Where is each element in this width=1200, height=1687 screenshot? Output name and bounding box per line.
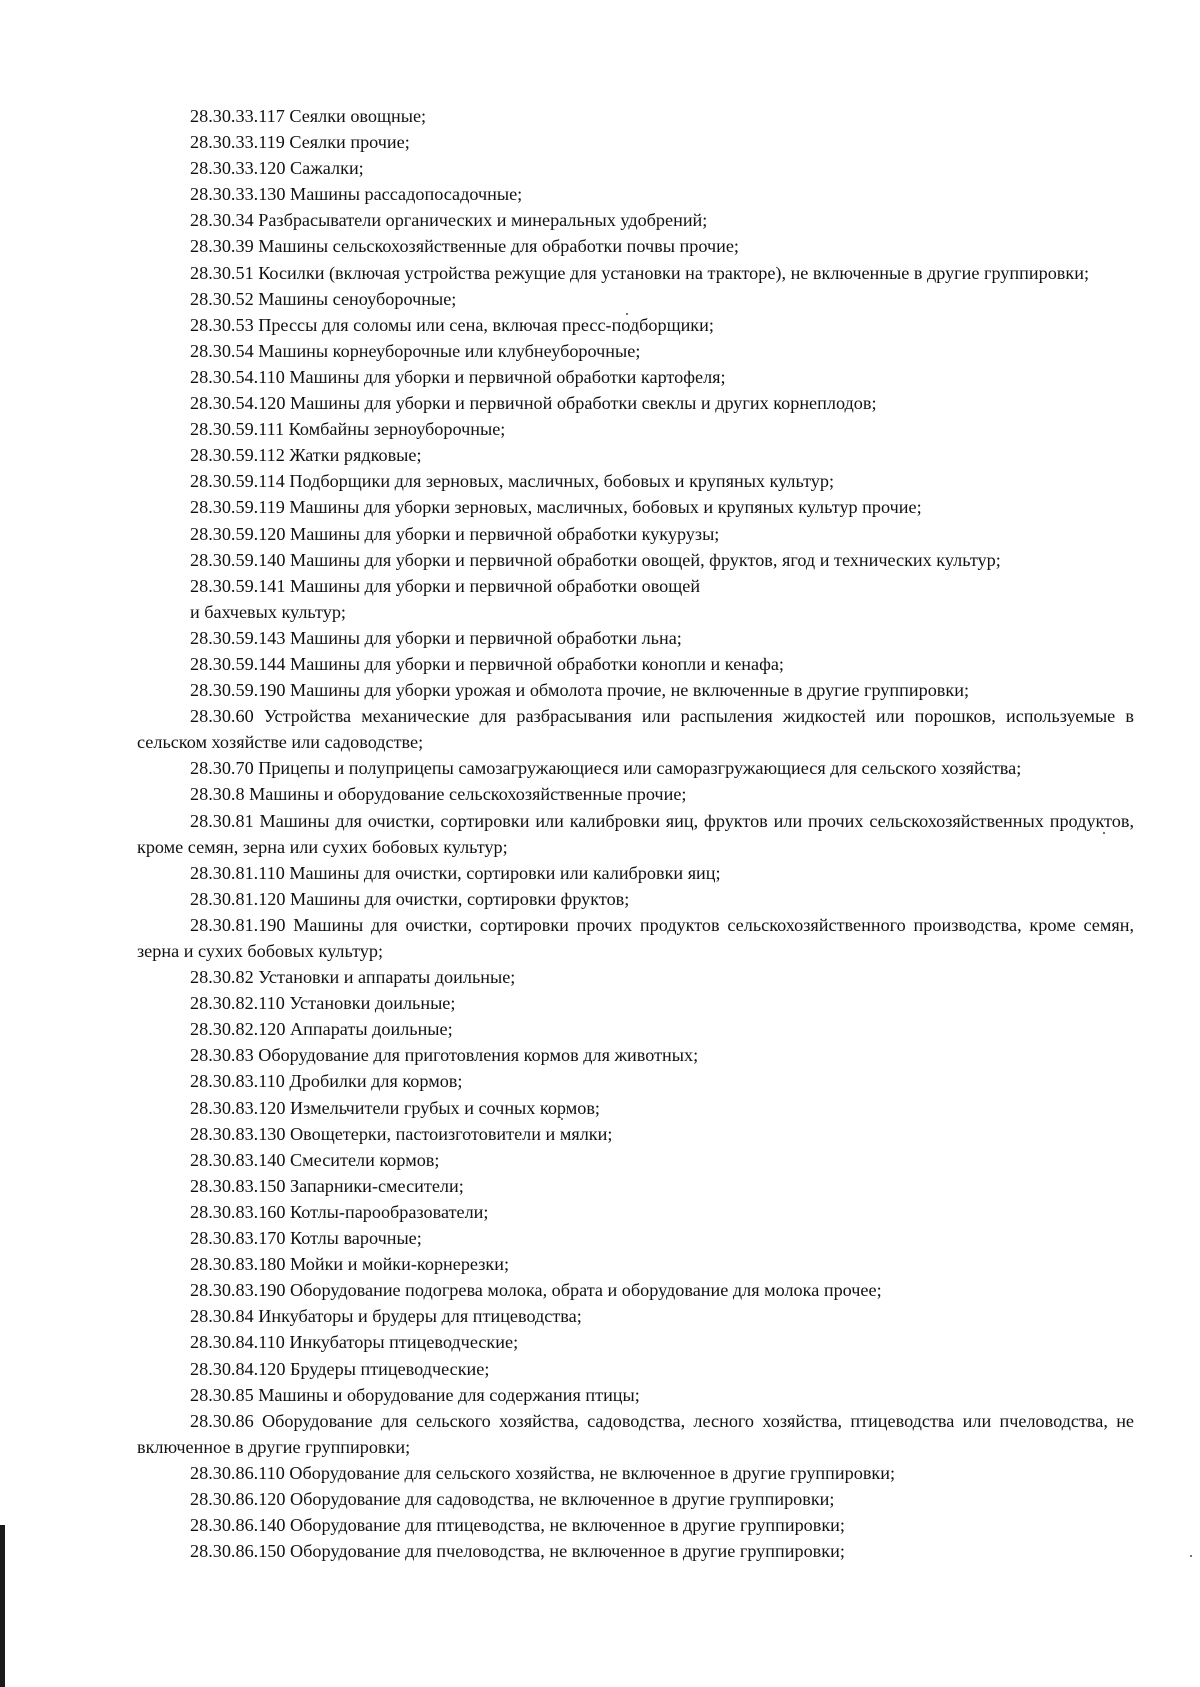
paragraph: 28.30.86.110 Оборудование для сельского хозяйства, не включенное в другие группировки; <box>190 1462 896 1483</box>
paragraph: 28.30.83.150 Запарники-смесители; <box>190 1175 464 1196</box>
paragraph: 28.30.8 Машины и оборудование сельскохозяйственные прочие; <box>190 784 687 805</box>
paragraph: 28.30.59.111 Комбайны зерноуборочные; <box>190 419 506 440</box>
paragraph: 28.30.81.110 Машины для очистки, сортировки или калибровки яиц; <box>190 862 721 883</box>
paragraph: 28.30.34 Разбрасыватели органических и минеральных удобрений; <box>190 210 708 231</box>
paragraph: 28.30.83 Оборудование для приготовления кормов для животных; <box>190 1045 699 1066</box>
paragraph: 28.30.86.120 Оборудование для садоводства, не включенное в другие группировки; <box>190 1488 835 1509</box>
paragraph: 28.30.33.120 Сажалки; <box>190 158 364 179</box>
paragraph: 28.30.54.110 Машины для уборки и первичной обработки картофеля; <box>190 366 726 387</box>
paragraph: 28.30.81 Машины для очистки, сортировки или калибровки яиц, фруктов или прочих сельскохозяйственных продуктов, кроме семян, зерна или сухих бобовых культур; <box>137 810 1134 857</box>
paragraph: 28.30.53 Прессы для соломы или сена, включая пресс-подборщики; <box>190 314 714 335</box>
paragraph: 28.30.83.160 Котлы-парообразователи; <box>190 1201 489 1222</box>
paragraph: 28.30.59.144 Машины для уборки и первичной обработки конопли и кенафа; <box>190 653 784 674</box>
paragraph: 28.30.59.143 Машины для уборки и первичной обработки льна; <box>190 627 682 648</box>
paragraph: 28.30.59.120 Машины для уборки и первичной обработки кукурузы; <box>190 523 720 544</box>
paragraph: 28.30.59.119 Машины для уборки зерновых, масличных, бобовых и крупяных культур прочие; <box>190 497 922 518</box>
document-body <box>137 103 1134 1564</box>
paragraph: 28.30.86.150 Оборудование для пчеловодства, не включенное в другие группировки; <box>190 1541 845 1562</box>
paragraph: 28.30.82.110 Установки доильные; <box>190 993 456 1014</box>
paragraph: 28.30.83.140 Смесители кормов; <box>190 1149 440 1170</box>
paragraph: 28.30.33.130 Машины рассадопосадочные; <box>190 184 523 205</box>
scan-edge-shadow <box>0 1525 5 1687</box>
paragraph: 28.30.54.120 Машины для уборки и первичной обработки свеклы и других корнеплодов; <box>190 393 877 414</box>
scan-speck <box>1190 1555 1192 1557</box>
paragraph: 28.30.83.170 Котлы варочные; <box>190 1228 422 1249</box>
paragraph: 28.30.83.110 Дробилки для кормов; <box>190 1071 463 1092</box>
paragraph: 28.30.33.117 Сеялки овощные; <box>190 106 427 126</box>
paragraph: 28.30.39 Машины сельскохозяйственные для обработки почвы прочие; <box>190 236 739 257</box>
paragraph: 28.30.81.190 Машины для очистки, сортировки прочих продуктов сельскохозяйственного производства, кроме семян, зерна и сухих бобовых культур; <box>137 914 1134 961</box>
paragraph: 28.30.85 Машины и оборудование для содержания птицы; <box>190 1384 640 1405</box>
paragraph: 28.30.59.140 Машины для уборки и первичной обработки овощей, фруктов, ягод и технических культур; <box>190 549 1001 570</box>
paragraph: 28.30.54 Машины корнеуборочные или клубнеуборочные; <box>190 340 641 361</box>
paragraph: 28.30.86 Оборудование для сельского хозяйства, садоводства, лесного хозяйства, птицеводства или пчеловодства, не включенное в другие группировки; <box>137 1410 1134 1457</box>
paragraph: 28.30.84.110 Инкубаторы птицеводческие; <box>190 1332 519 1353</box>
paragraph: 28.30.59.190 Машины для уборки урожая и обмолота прочие, не включенные в другие группировки; <box>190 680 969 701</box>
paragraph: 28.30.52 Машины сеноуборочные; <box>190 288 457 309</box>
paragraph: 28.30.59.141 Машины для уборки и первичной обработки овощей <box>190 575 701 596</box>
paragraph: 28.30.83.120 Измельчители грубых и сочных кормов; <box>190 1097 600 1118</box>
paragraph: 28.30.84 Инкубаторы и брудеры для птицеводства; <box>190 1306 582 1327</box>
paragraph: 28.30.84.120 Брудеры птицеводческие; <box>190 1358 490 1379</box>
paragraph: 28.30.83.130 Овощетерки, пастоизготовители и мялки; <box>190 1123 613 1144</box>
paragraph: 28.30.81.120 Машины для очистки, сортировки фруктов; <box>190 888 630 909</box>
paragraph: 28.30.70 Прицепы и полуприцепы самозагружающиеся или саморазгружающиеся для сельского хозяйства; <box>190 758 1022 779</box>
paragraph: 28.30.60 Устройства механические для разбрасывания или распыления жидкостей или порошков, используемые в сельском хозяйстве или садоводстве; <box>137 706 1134 753</box>
paragraph: 28.30.82.120 Аппараты доильные; <box>190 1019 453 1040</box>
paragraph: 28.30.82 Установки и аппараты доильные; <box>190 967 516 988</box>
paragraph: и бахчевых культур; <box>190 601 346 622</box>
paragraph: 28.30.83.190 Оборудование подогрева молока, обрата и оборудование для молока прочее; <box>190 1280 882 1301</box>
paragraph: 28.30.59.114 Подборщики для зерновых, масличных, бобовых и крупяных культур; <box>190 471 835 492</box>
paragraph: 28.30.59.112 Жатки рядковые; <box>190 445 422 466</box>
paragraph: 28.30.83.180 Мойки и мойки-корнерезки; <box>190 1254 510 1275</box>
paragraph: 28.30.51 Косилки (включая устройства режущие для установки на тракторе), не включенные в другие группировки; <box>190 262 1089 283</box>
paragraph: 28.30.86.140 Оборудование для птицеводства, не включенное в другие группировки; <box>190 1515 845 1536</box>
paragraph: 28.30.33.119 Сеялки прочие; <box>190 132 410 153</box>
